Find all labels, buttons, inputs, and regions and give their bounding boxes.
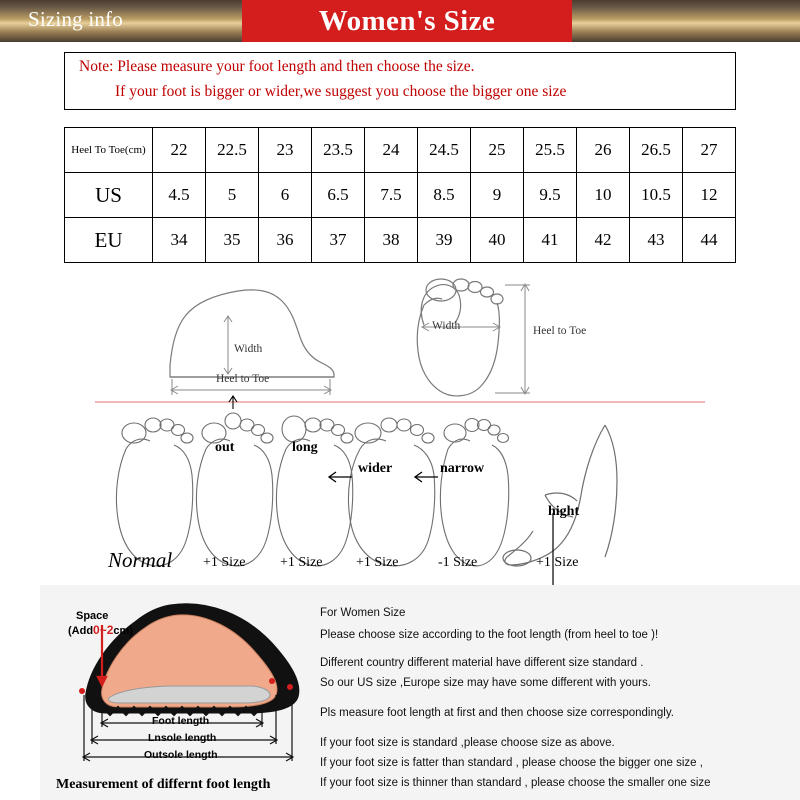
table-row-header: US [65,173,153,218]
note-line-1: Note: Please measure your foot length and then choose the size. [79,58,475,75]
note-box [64,52,736,110]
foot-type-label-hight: hight [548,504,580,519]
foot-type-caption-out: +1 Size [203,555,246,570]
table-cell: 5 [206,173,259,218]
table-cell: 10.5 [630,173,683,218]
table-cell: 22 [153,128,206,173]
table-cell: 22.5 [206,128,259,173]
table-cell: 39 [418,218,471,263]
table-row-header: EU [65,218,153,263]
bottom-paragraph: If your foot size is standard ,please choose size as above. [320,737,615,749]
table-cell: 37 [312,218,365,263]
foot-type-label-narrow: narrow [440,461,485,476]
table-cell: 23.5 [312,128,365,173]
bottom-paragraph: If your foot size is fatter than standard , please choose the bigger one size , [320,757,703,769]
table-cell: 6.5 [312,173,365,218]
table-row [65,173,736,218]
top-width-label: Width [432,320,461,332]
side-heel-to-toe-label: Heel to Toe [216,373,270,385]
table-cell: 26 [577,128,630,173]
table-cell: 40 [471,218,524,263]
measurement-caption: Measurement of differnt foot length [56,777,271,792]
table-cell: 6 [259,173,312,218]
bottom-paragraph: Different country different material have different size standard . [320,657,644,669]
foot-type-label-long: long [292,440,318,455]
bottom-paragraph: So our US size ,Europe size may have some different with yours. [320,677,651,689]
bottom-paragraph: Pls measure foot length at first and then choose size correspondingly. [320,707,674,719]
table-row-header: Heel To Toe(cm) [65,128,153,173]
table-cell: 36 [259,218,312,263]
table-cell: 10 [577,173,630,218]
diagram-svg [0,265,800,585]
foot-type-caption-wider: +1 Size [356,555,399,570]
table-cell: 24.5 [418,128,471,173]
table-cell: 25.5 [524,128,577,173]
space-add-prefix: (Add [68,625,94,637]
table-cell: 44 [683,218,736,263]
table-cell: 9.5 [524,173,577,218]
measure-label-insole-length: Lnsole length [148,732,217,744]
bottom-section [0,585,800,800]
space-add-label [68,623,133,637]
page-title: Women's Size [242,0,572,42]
table-cell: 42 [577,218,630,263]
foot-type-label-out: out [215,440,235,455]
space-label: Space [76,610,109,622]
table-cell: 35 [206,218,259,263]
table-cell: 23 [259,128,312,173]
table-row [65,218,736,263]
foot-type-label-wider: wider [358,461,393,476]
table-cell: 7.5 [365,173,418,218]
top-heel-to-toe-label: Heel to Toe [533,325,587,337]
table-cell: 12 [683,173,736,218]
bottom-paragraph: If your foot size is thinner than standard , please choose the smaller one size [320,777,711,789]
foot-diagrams [0,265,800,585]
table-cell: 41 [524,218,577,263]
sizing-info-label: Sizing info [28,7,123,31]
table-row [65,128,736,173]
table-cell: 34 [153,218,206,263]
measure-label-foot-length: Foot length [152,715,210,727]
side-width-label: Width [234,343,263,355]
header-bar [0,0,800,42]
size-conversion-table [64,127,736,263]
foot-type-caption-normal: Normal [108,548,173,572]
bottom-paragraph: For Women Size [320,607,406,619]
table-cell: 4.5 [153,173,206,218]
table-cell: 24 [365,128,418,173]
table-cell: 9 [471,173,524,218]
note-line-2: If your foot is bigger or wider,we suggest you choose the bigger one size [115,83,567,100]
space-add-suffix: cm) [113,625,133,637]
table-cell: 38 [365,218,418,263]
measure-label-outsole-length: Outsole length [144,749,218,761]
table-cell: 8.5 [418,173,471,218]
space-add-value: 0~2 [93,623,114,637]
foot-type-caption-hight: +1 Size [536,555,579,570]
bottom-paragraph: Please choose size according to the foot length (from heel to toe )! [320,629,659,641]
table-cell: 26.5 [630,128,683,173]
table-cell: 27 [683,128,736,173]
foot-type-caption-long: +1 Size [280,555,323,570]
foot-type-caption-narrow: -1 Size [438,555,478,570]
table-cell: 25 [471,128,524,173]
table-cell: 43 [630,218,683,263]
